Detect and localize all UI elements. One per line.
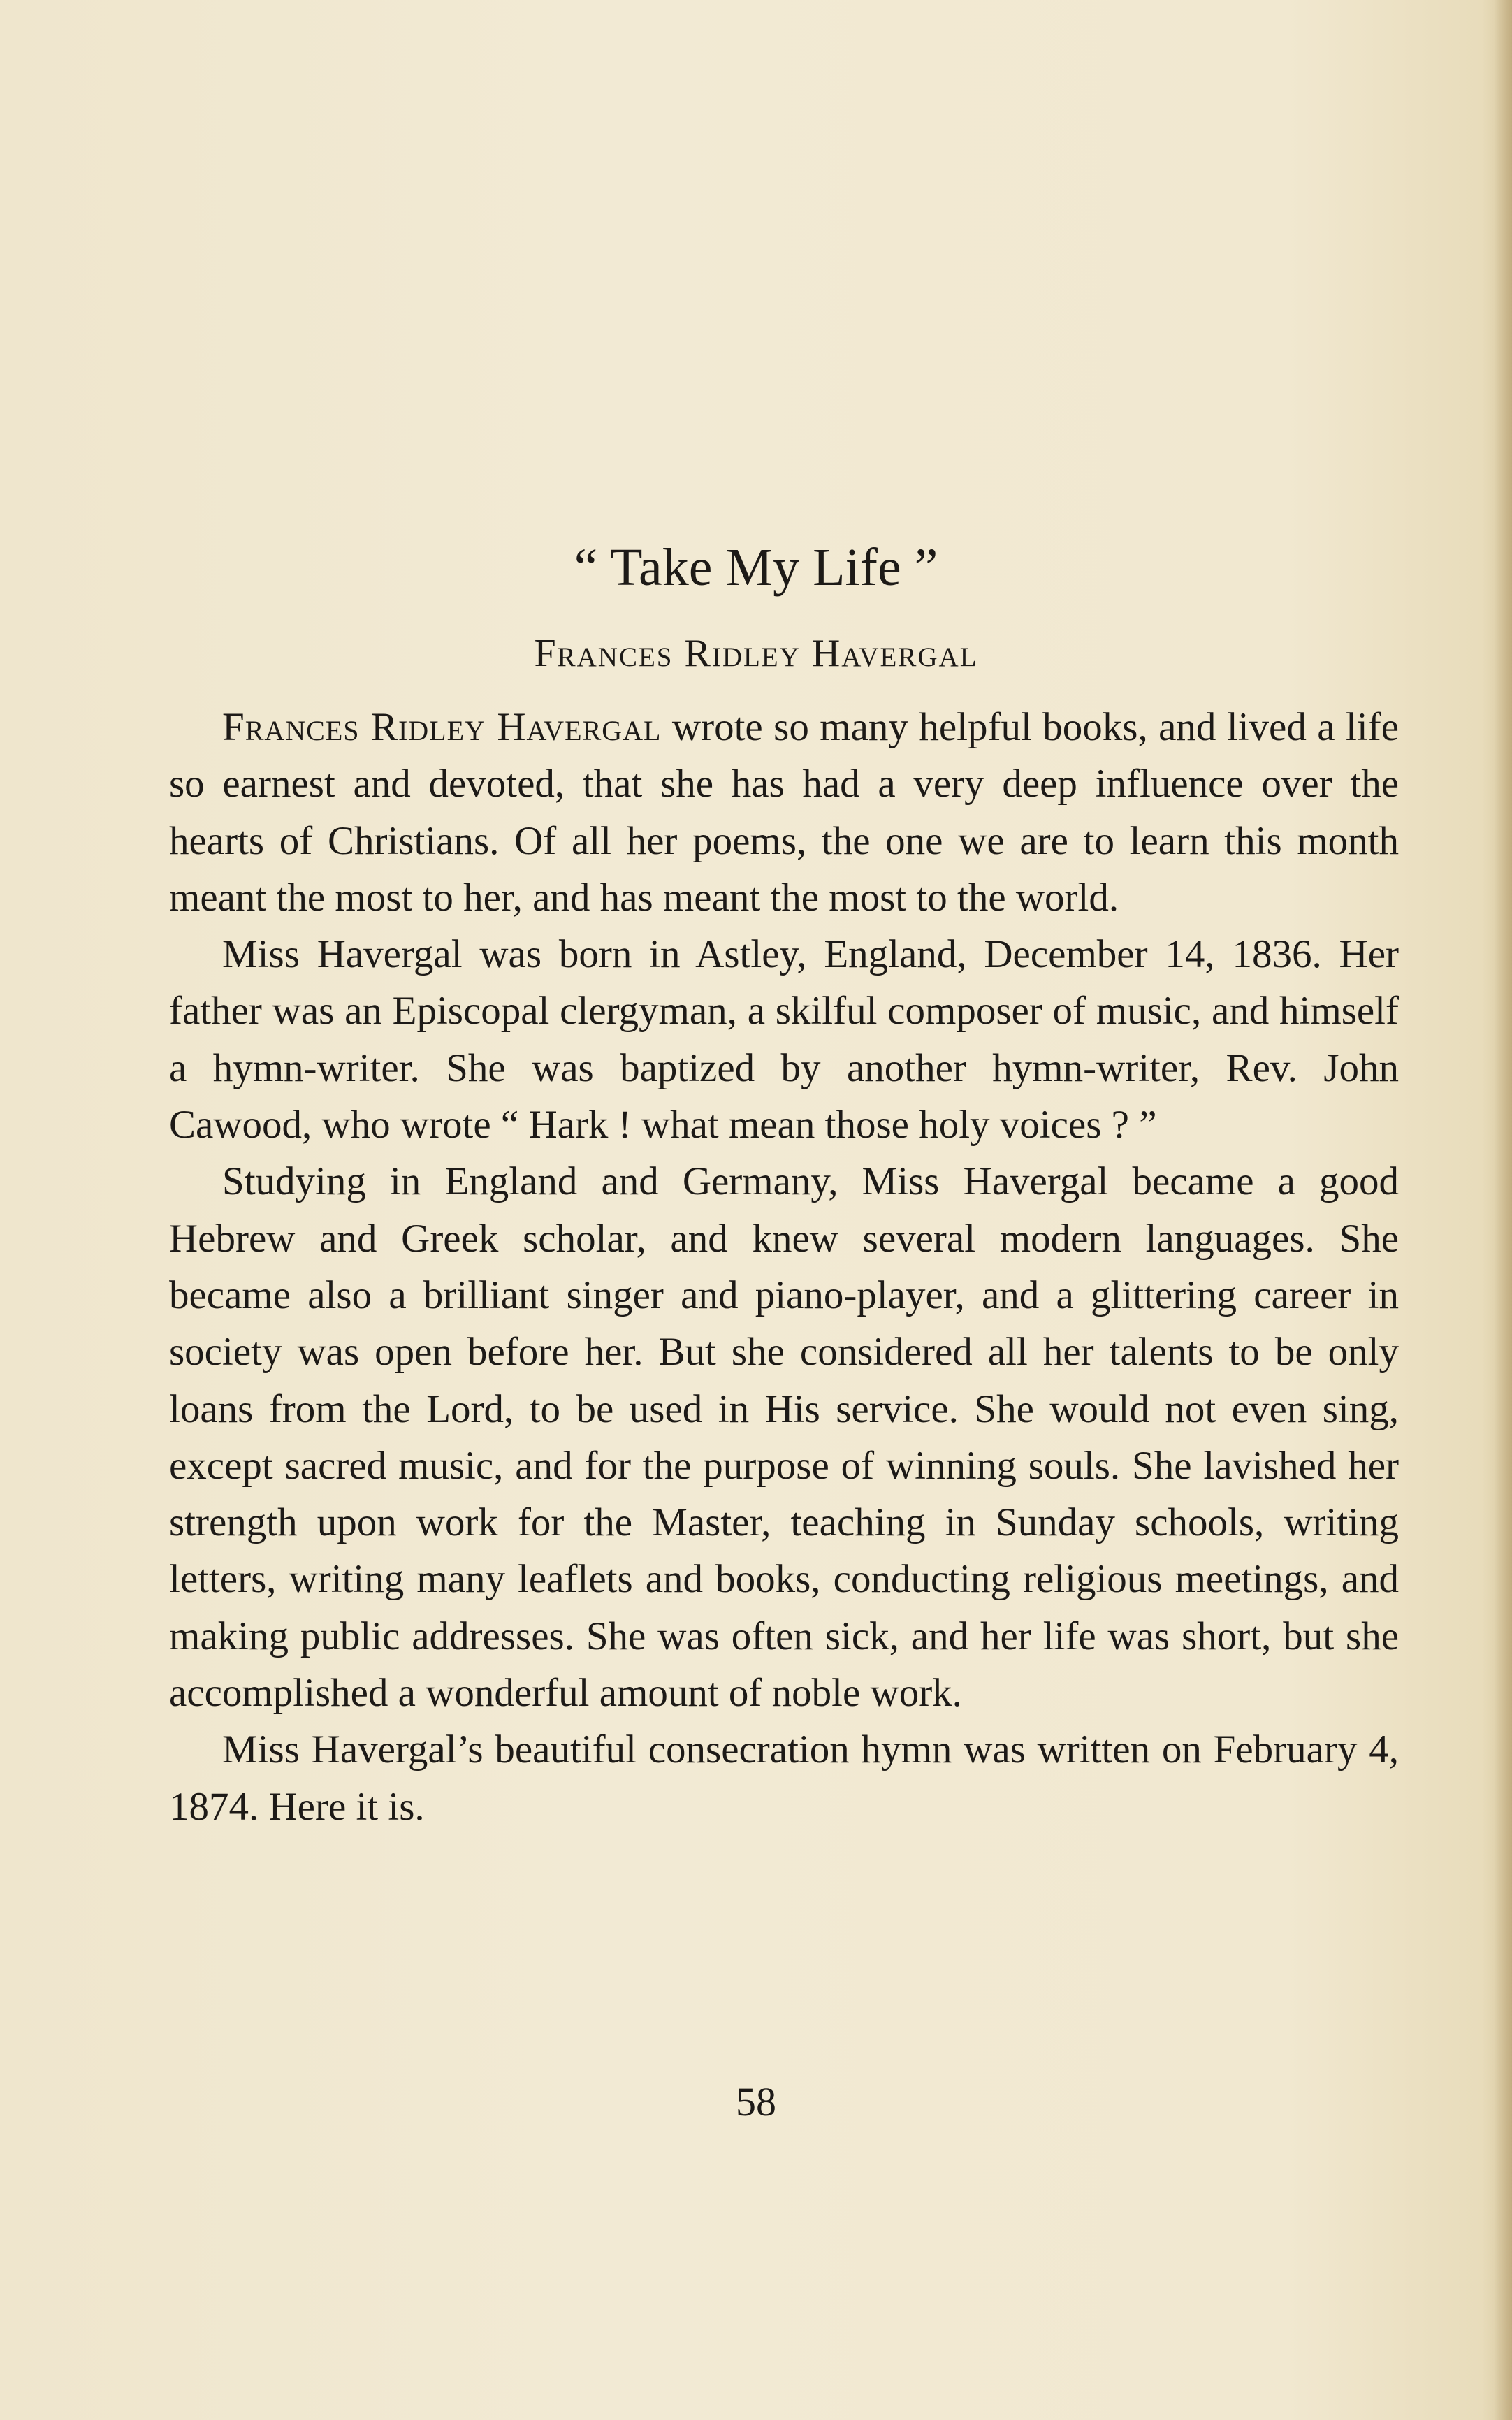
page-edge-shadow — [1494, 0, 1512, 2420]
chapter-title: “ Take My Life ” — [574, 538, 938, 597]
chapter-author: Frances Ridley Havergal — [534, 632, 978, 675]
paragraph-2: Miss Havergal was born in Astley, England, December 14, 1836. Her father was an Episcopal clergyman, a skilful composer of music, and himself a hymn-writer. She was baptized by another hymn-writer, Rev. John Cawood, who wrote “ Hark ! what mean those holy voices ? ” — [169, 932, 1399, 1147]
paragraph-1-lead: Frances Ridley Havergal — [222, 705, 662, 749]
body-text — [169, 699, 1399, 1835]
paragraph-4: Miss Havergal’s beautiful consecration hymn was written on February 4, 1874. Here it is. — [169, 1727, 1399, 1829]
paragraph-1-text: wrote so many helpful books, and lived a life so earnest and devoted, that she has had a very deep influence over the hearts of Christians. Of all her poems, the one we are to learn this month meant the most to her, and has meant the most to the world. — [169, 705, 1399, 920]
paragraph-1 — [169, 699, 1399, 926]
page-number: 58 — [736, 2079, 776, 2124]
paragraph-3: Studying in England and Germany, Miss Havergal became a good Hebrew and Greek scholar, and knew several modern languages. She became also a brilliant singer and piano-player, and a glittering career in society was open before her. But she considered all her talents to be only loans from the Lord, to be used in His service. She would not even sing, except sacred music, and for the purpose of winning souls. She lavished her strength upon work for the Master, teaching in Sunday schools, writing letters, writing many leaflets and books, conducting religious meetings, and making public addresses. She was often sick, and her life was short, but she accomplished a wonderful amount of noble work. — [169, 1159, 1399, 1716]
